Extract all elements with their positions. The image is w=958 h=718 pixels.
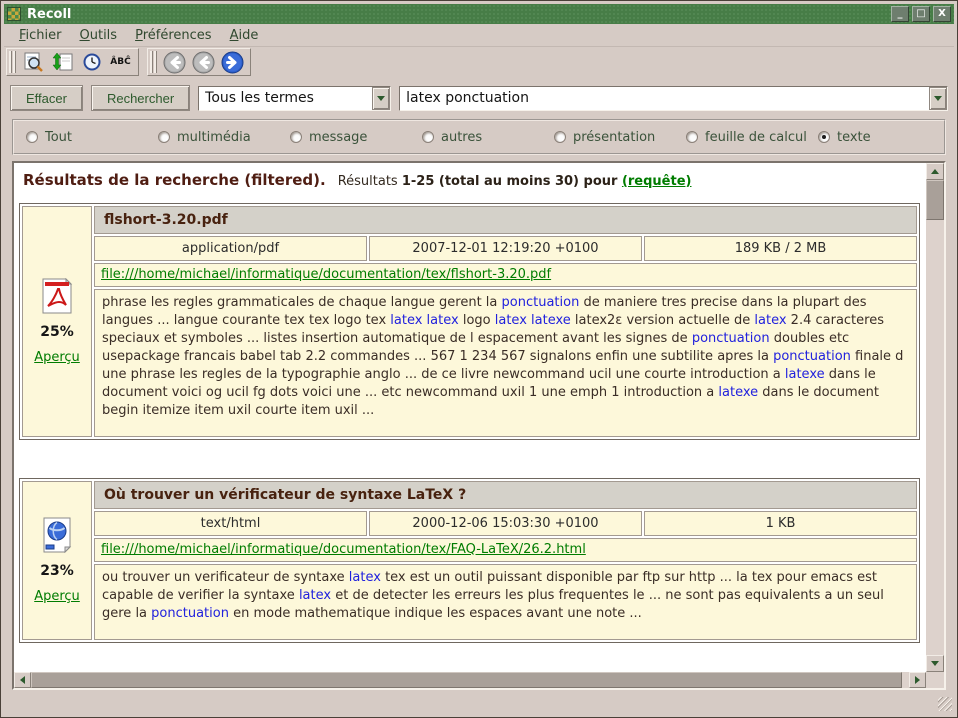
snippet-text: 2.4 caracteres speciaux et symboles ... listes insertion automatique de l espacement avant les signes de (102, 313, 884, 346)
snippet-text: ou trouver un verificateur de syntaxe (102, 570, 349, 585)
scroll-up-button[interactable] (926, 163, 944, 180)
highlighted-term: ponctuation (501, 295, 580, 310)
snippet-text: latex2ε version actuelle de (570, 313, 755, 328)
search-query-input[interactable] (400, 87, 929, 110)
snippet-text: de maniere tres precise dans la plupart des langues ... langue courante tex tex logo tex (102, 295, 867, 328)
resize-grip-icon[interactable] (938, 697, 952, 711)
snippet-text: en mode mathematique indique les espaces avant une note ... (228, 606, 642, 621)
result-side-column (22, 206, 92, 437)
vertical-scrollbar-track[interactable] (926, 220, 944, 655)
scrollbar-corner (926, 672, 944, 688)
result-item-1 (19, 203, 920, 440)
filter-label: autres (441, 129, 483, 145)
relevance-percent: 23% (40, 563, 74, 579)
results-gap (19, 440, 924, 478)
toolbar-handle[interactable] (9, 51, 16, 73)
highlighted-term: latex latex (390, 313, 459, 328)
status-bar (4, 690, 954, 714)
highlighted-term: ponctuation (151, 606, 229, 621)
history-button[interactable] (77, 50, 106, 74)
document-preview-icon (23, 52, 45, 72)
preview-link[interactable]: Aperçu (34, 350, 80, 365)
arrow-up-icon (931, 165, 939, 174)
pdf-file-icon (41, 278, 73, 314)
highlighted-term: latex latexe (494, 313, 571, 328)
results-header (23, 171, 922, 189)
first-page-icon (163, 51, 186, 74)
filter-label: présentation (573, 129, 656, 145)
app-icon[interactable] (7, 7, 21, 21)
filter-option-message[interactable] (290, 130, 422, 145)
result-title: flshort-3.20.pdf (94, 206, 917, 234)
filter-option-feuille-de-calcul[interactable] (686, 130, 818, 145)
clear-button[interactable]: Effacer (10, 85, 83, 111)
result-item-2 (19, 478, 920, 643)
highlighted-term: latex (298, 588, 332, 603)
filter-label: message (309, 129, 368, 145)
snippet-cell (94, 289, 917, 437)
highlighted-term: ponctuation (773, 349, 851, 364)
document-preview-button[interactable] (19, 50, 48, 74)
search-query-dropdown-button[interactable] (929, 87, 947, 110)
scroll-down-button[interactable] (926, 655, 944, 672)
snippet-text: finale d une phrase les regles de la typographie anglo ... de ce livre newcommand ucil une courte introduction a (102, 349, 904, 382)
window-controls (891, 6, 951, 22)
radio-icon[interactable] (422, 131, 434, 143)
filter-label: feuille de calcul (705, 129, 807, 145)
title-bar (4, 4, 954, 24)
menu-fichier[interactable]: Fichier (19, 27, 62, 43)
next-page-button[interactable] (218, 50, 247, 74)
next-page-icon (221, 51, 244, 74)
highlighted-term: latexe (784, 367, 825, 382)
minimize-button[interactable]: _ (891, 6, 909, 22)
results-summary (338, 174, 692, 189)
filter-option-tout[interactable] (26, 130, 158, 145)
toolbar-group-tools (6, 48, 139, 76)
size-cell: 189 KB / 2 MB (644, 236, 917, 261)
chevron-down-icon (934, 96, 942, 105)
html-file-icon (41, 517, 73, 553)
search-query-combobox (399, 86, 948, 111)
sort-by-date-button[interactable] (48, 50, 77, 74)
previous-page-button[interactable] (189, 50, 218, 74)
snippet-cell (94, 564, 917, 640)
snippet-text: phrase les regles grammaticales de chaque langue gerent la (102, 295, 502, 310)
result-title: Où trouver un vérificateur de syntaxe LaTeX ? (94, 481, 917, 509)
snippet-text: dans le document voici og ucil fg dots voici une ... etc newcommand uxil 1 une emph 1 introduction a (102, 367, 876, 400)
clock-icon (82, 52, 102, 72)
filter-option-texte[interactable] (818, 130, 871, 145)
url-cell (94, 538, 917, 562)
snippet-text: doubles etc usepackage francais babel tab 2.2 commandes ... 567 1 234 567 signalons enfin une subtilite apres la (102, 331, 850, 364)
highlighted-term: latex (754, 313, 787, 328)
sort-document-icon (52, 52, 74, 72)
close-button[interactable]: X (933, 6, 951, 22)
chevron-down-icon (377, 96, 385, 105)
term-explorer-icon: ÂBĈ (110, 57, 131, 67)
maximize-button[interactable]: □ (912, 6, 930, 22)
scroll-right-button[interactable] (909, 672, 926, 688)
results-frame (12, 161, 946, 690)
snippet-text: dans le document begin itemize item uxil courte item uxil ... (102, 385, 879, 418)
radio-icon[interactable] (686, 131, 698, 143)
radio-icon[interactable] (290, 131, 302, 143)
radio-icon[interactable] (554, 131, 566, 143)
horizontal-scrollbar[interactable] (14, 672, 926, 688)
search-row (4, 77, 954, 118)
results-title: Résultats de la recherche (filtered). (23, 171, 326, 189)
filter-label: multimédia (177, 129, 251, 145)
horizontal-scrollbar-thumb[interactable] (31, 672, 902, 688)
snippet-text: et de detecter les erreurs les plus frequentes le ... ne sont pas equivalents a un seul gere la (102, 588, 884, 621)
filter-label: texte (837, 129, 871, 145)
results-summary-prefix: Résultats (337, 174, 402, 189)
filter-option-presentation[interactable] (554, 130, 686, 145)
arrow-down-icon (931, 661, 939, 670)
radio-icon[interactable] (158, 131, 170, 143)
menu-preferences[interactable]: Préférences (135, 27, 212, 43)
result-url-link[interactable]: file:///home/michael/informatique/documentation/tex/flshort-3.20.pdf (101, 267, 552, 282)
search-mode-combobox[interactable] (198, 86, 391, 111)
highlighted-term: ponctuation (691, 331, 770, 346)
results-summary-count: 1-25 (total au moins 30) pour (401, 174, 622, 189)
menu-bar (4, 24, 954, 47)
term-explorer-button[interactable] (106, 50, 135, 74)
results-list (14, 163, 926, 672)
scroll-left-button[interactable] (14, 672, 31, 688)
toolbar (4, 47, 954, 77)
mime-cell: text/html (94, 511, 367, 536)
menu-aide[interactable]: Aide (229, 27, 259, 43)
highlighted-term: latexe (718, 385, 759, 400)
arrow-left-icon (16, 676, 25, 684)
filter-option-multimedia[interactable] (158, 130, 290, 145)
menu-outils[interactable]: Outils (79, 27, 118, 43)
arrow-right-icon (915, 676, 924, 684)
date-cell: 2007-12-01 12:19:20 +0100 (369, 236, 642, 261)
url-cell (94, 263, 917, 287)
filter-bar (12, 119, 946, 155)
first-page-button[interactable] (160, 50, 189, 74)
toolbar-group-pages (147, 48, 251, 76)
radio-icon[interactable] (26, 131, 38, 143)
preview-link[interactable]: Aperçu (34, 589, 80, 604)
result-side-column (22, 481, 92, 640)
snippet-text: tex est un outil puissant disponible par ftp sur http ... la tex pour emacs est capable de verifier la syntaxe (102, 570, 878, 603)
highlighted-term: latex (348, 570, 381, 585)
window-title: Recoll (27, 6, 72, 22)
previous-page-icon (192, 51, 215, 74)
horizontal-scrollbar-track[interactable] (902, 672, 909, 688)
search-button[interactable]: Rechercher (91, 85, 190, 111)
toolbar-handle[interactable] (150, 51, 157, 73)
relevance-percent: 25% (40, 324, 74, 340)
result-url-link[interactable]: file:///home/michael/informatique/documentation/tex/FAQ-LaTeX/26.2.html (101, 542, 586, 557)
size-cell: 1 KB (644, 511, 917, 536)
query-link[interactable]: (requête) (621, 174, 692, 189)
search-mode-dropdown-button[interactable] (372, 87, 390, 110)
search-mode-value: Tous les termes (205, 90, 314, 106)
filter-label: Tout (45, 129, 73, 145)
vertical-scrollbar[interactable] (926, 163, 944, 672)
radio-icon[interactable] (818, 131, 830, 143)
mime-cell: application/pdf (94, 236, 367, 261)
date-cell: 2000-12-06 15:03:30 +0100 (369, 511, 642, 536)
filter-option-autres[interactable] (422, 130, 554, 145)
vertical-scrollbar-thumb[interactable] (926, 180, 944, 220)
snippet-text: logo (458, 313, 495, 328)
